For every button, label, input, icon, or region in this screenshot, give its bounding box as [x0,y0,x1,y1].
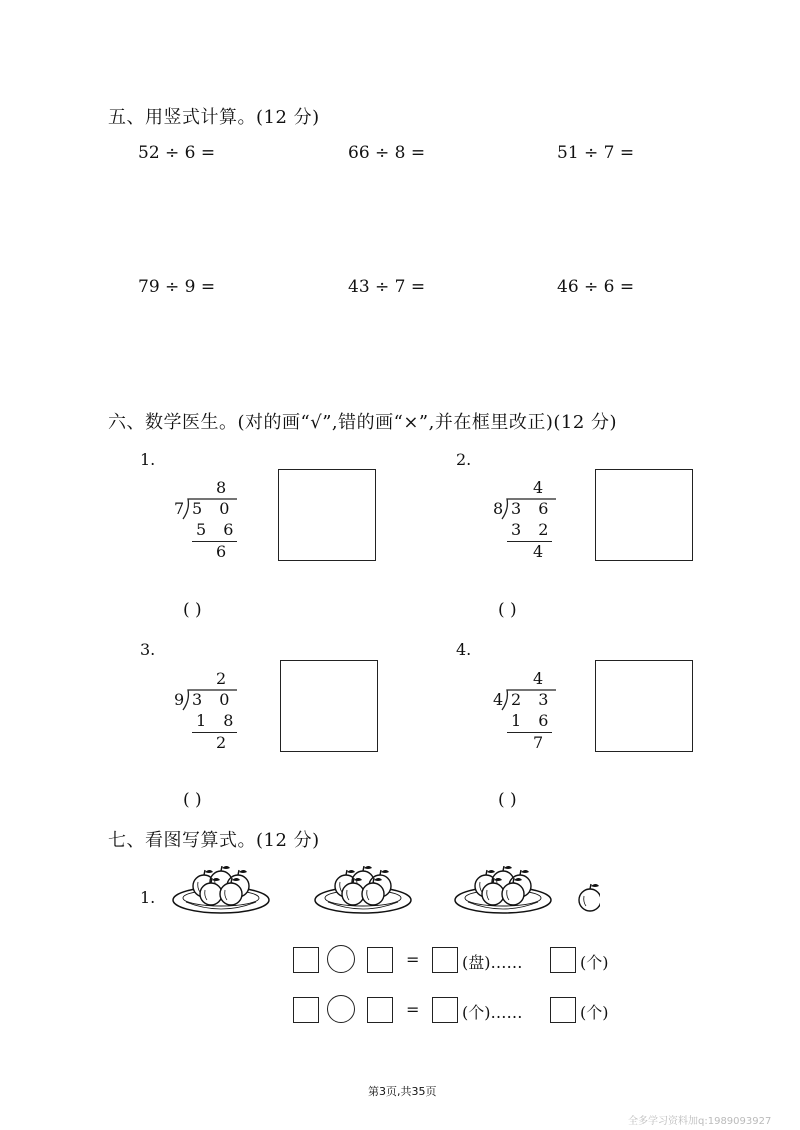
page-number: 第3页,共35页 [368,1085,437,1098]
item-number: 1. [140,888,156,907]
answer-box[interactable] [367,997,393,1023]
problem-5: 43 ÷ 7 = [348,277,426,297]
section7-title: 七、看图写算式。(12 分) [108,830,320,851]
apple-plates-illustration [170,866,600,926]
answer-parentheses[interactable]: ( ) [498,790,517,810]
product: 1 8 [196,711,240,730]
quotient: 4 [533,669,550,688]
unit-label: (盘)…… [462,953,523,972]
watermark: 全多学习资料加q:1989093927 [628,1116,772,1127]
remainder: 4 [533,542,550,561]
item-number: 3. [140,640,156,659]
answer-box[interactable] [293,997,319,1023]
equals-sign: = [406,1000,420,1019]
operator-circle[interactable] [327,995,355,1023]
remainder: 7 [533,733,550,752]
unit-label: (个) [580,953,609,972]
remainder: 2 [216,733,233,752]
quotient: 2 [216,669,233,688]
problem-6: 46 ÷ 6 = [557,277,635,297]
dividend: 3 6 [511,499,555,518]
dividend: 5 0 [192,499,236,518]
correction-box[interactable] [595,660,693,752]
apple-icon [579,884,600,911]
remainder: 6 [216,542,233,561]
problem-1: 52 ÷ 6 = [138,143,216,163]
answer-box[interactable] [367,947,393,973]
item-number: 1. [140,450,156,469]
item-number: 2. [456,450,472,469]
dividend: 2 3 [511,690,555,709]
answer-box[interactable] [432,947,458,973]
quotient: 8 [216,478,233,497]
operator-circle[interactable] [327,945,355,973]
equals-sign: = [406,950,420,969]
long-division [491,478,555,579]
plate-icon [315,866,411,913]
problem-4: 79 ÷ 9 = [138,277,216,297]
long-division [491,669,555,770]
quotient: 4 [533,478,550,497]
divisor: 7 [174,499,191,518]
correction-box[interactable] [280,660,378,752]
dividend: 3 0 [192,690,236,709]
answer-box[interactable] [293,947,319,973]
plate-icon [173,866,269,913]
divisor: 9 [174,690,191,709]
answer-box[interactable] [550,947,576,973]
answer-parentheses[interactable]: ( ) [183,600,202,620]
long-division [172,669,240,770]
product: 3 2 [511,520,555,539]
divisor: 4 [493,690,510,709]
plate-icon [455,866,551,913]
unit-label: (个) [580,1003,609,1022]
answer-parentheses[interactable]: ( ) [498,600,517,620]
divisor: 8 [493,499,510,518]
section5-title: 五、用竖式计算。(12 分) [108,107,320,128]
item-number: 4. [456,640,472,659]
answer-parentheses[interactable]: ( ) [183,790,202,810]
product: 5 6 [196,520,240,539]
product: 1 6 [511,711,555,730]
unit-label: (个)…… [462,1003,523,1022]
problem-2: 66 ÷ 8 = [348,143,426,163]
section6-title: 六、数学医生。(对的画“√”,错的画“×”,并在框里改正)(12 分) [108,412,618,433]
long-division [172,478,240,579]
problem-3: 51 ÷ 7 = [557,143,635,163]
correction-box[interactable] [595,469,693,561]
answer-box[interactable] [550,997,576,1023]
answer-box[interactable] [432,997,458,1023]
correction-box[interactable] [278,469,376,561]
